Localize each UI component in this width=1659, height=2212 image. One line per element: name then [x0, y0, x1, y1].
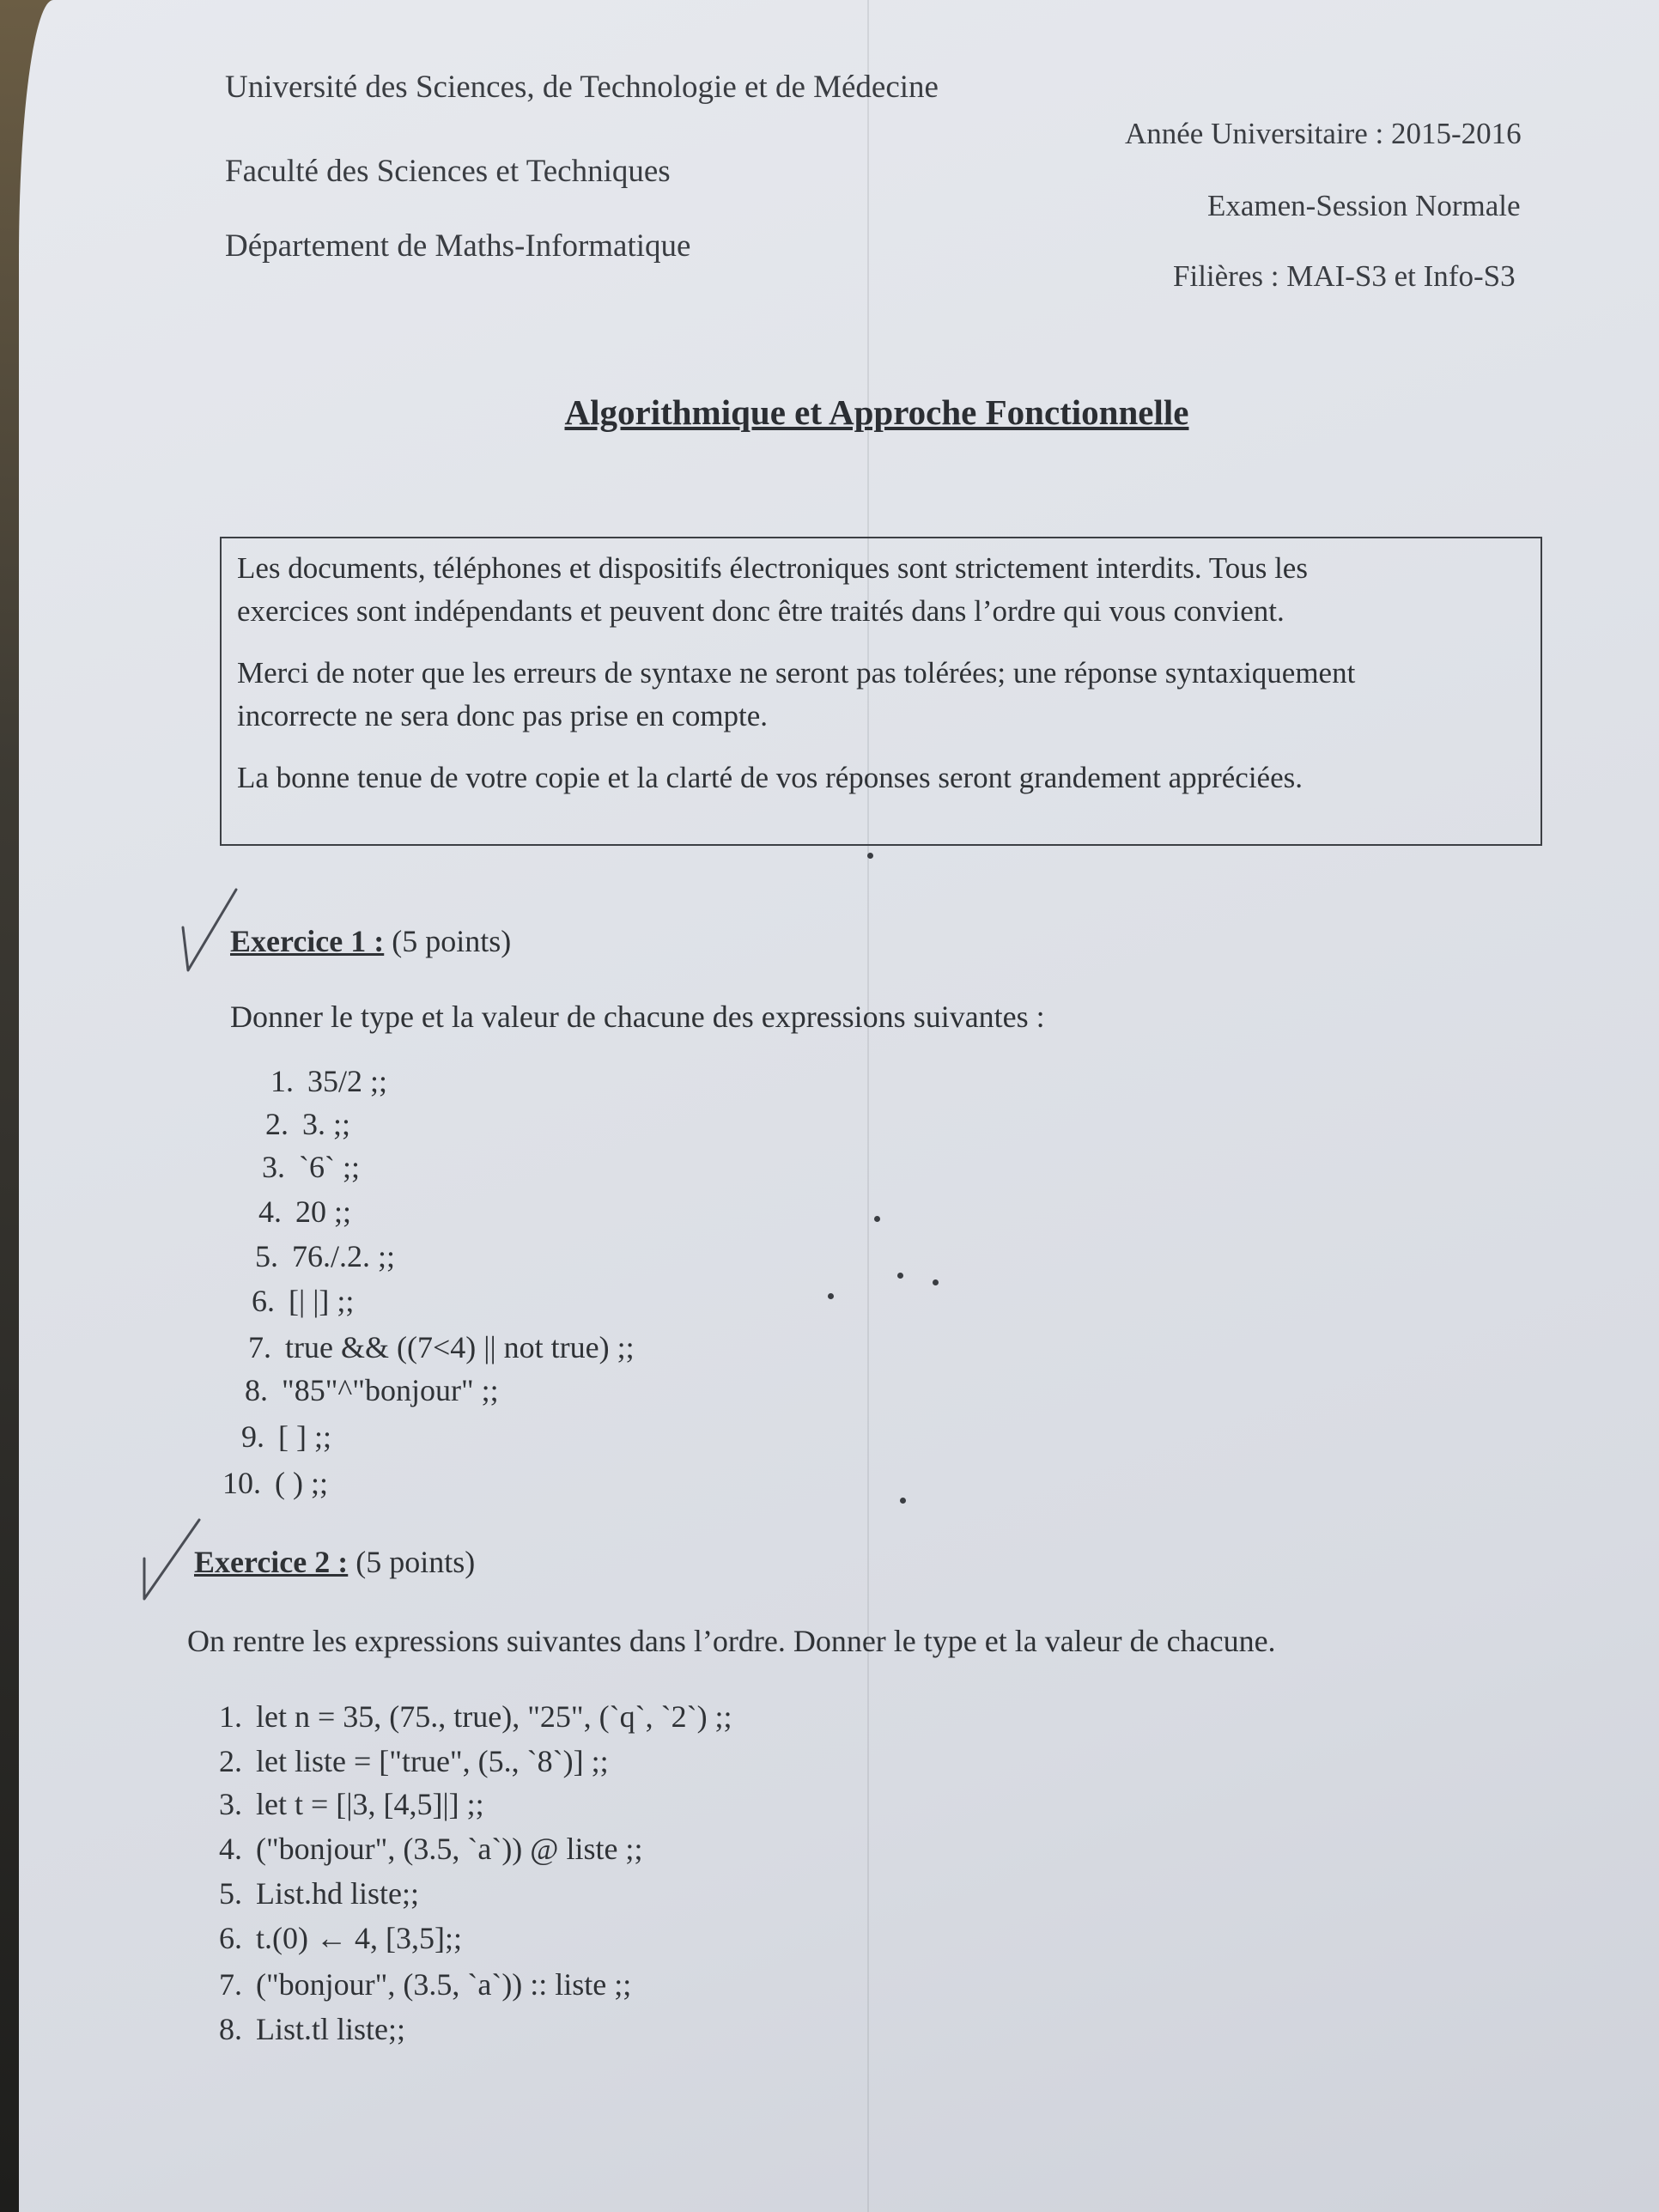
- list-item: [198, 1966, 631, 2002]
- university-name: Université des Sciences, de Technologie et de Médecine: [225, 70, 939, 105]
- list-item: [198, 1875, 419, 1911]
- page-title: Algorithmique et Approche Fonctionnelle: [564, 392, 1189, 432]
- notice-p2-line2: incorrecte ne sera donc pas prise en compte.: [237, 699, 769, 732]
- exam-session: Examen-Session Normale: [1207, 189, 1521, 222]
- list-item: [237, 1194, 351, 1230]
- item-number: 7.: [248, 1330, 271, 1364]
- item-expression: 20 ;;: [295, 1194, 352, 1229]
- exercise-2-heading: [194, 1544, 475, 1580]
- exercise-1-instruction: Donner le type et la valeur de chacune des expressions suivantes :: [230, 1000, 1045, 1034]
- item-expression: let t = [|3, [4,5]|] ;;: [256, 1787, 484, 1821]
- list-item: [198, 1831, 642, 1867]
- item-number: 5.: [255, 1239, 278, 1273]
- item-expression: let liste = ["true", (5., `8`)] ;;: [256, 1744, 609, 1778]
- exercise-1-label: Exercice 1 :: [230, 924, 385, 958]
- item-number: 4.: [219, 1832, 242, 1866]
- item-expression: [| |] ;;: [289, 1284, 355, 1318]
- item-number: 3.: [262, 1150, 285, 1184]
- item-expression: `6` ;;: [299, 1150, 360, 1184]
- item-number: 2.: [265, 1107, 289, 1141]
- faculty-name: Faculté des Sciences et Techniques: [225, 154, 671, 189]
- item-expression: t.(0) ← 4, [3,5];;: [256, 1921, 462, 1955]
- item-number: 7.: [219, 1967, 242, 2002]
- item-number: 5.: [219, 1876, 242, 1911]
- notice-paragraph-2: [237, 652, 1525, 738]
- notice-paragraph-1: [237, 547, 1525, 633]
- item-number: 2.: [219, 1744, 242, 1778]
- notice-p1-line2: exercices sont indépendants et peuvent donc être traités dans l’ordre qui vous convient.: [237, 594, 1285, 628]
- list-item: [249, 1063, 387, 1099]
- paper-speck: [897, 1273, 903, 1279]
- paper-speck: [933, 1279, 939, 1285]
- notice-p2-line1: Merci de noter que les erreurs de syntaxe ne seront pas tolérées; une réponse syntaxiquement: [237, 656, 1356, 690]
- paper-speck: [874, 1216, 880, 1222]
- item-expression: true && ((7<4) || not true) ;;: [285, 1330, 635, 1364]
- notice-p1-line1: Les documents, téléphones et dispositifs électroniques sont strictement interdits. Tous les: [237, 551, 1308, 585]
- item-expression: "85"^"bonjour" ;;: [282, 1373, 499, 1407]
- item-number: 4.: [258, 1194, 282, 1229]
- list-item: [240, 1149, 360, 1185]
- exercise-1-heading: [230, 923, 511, 959]
- notice-p3: La bonne tenue de votre copie et la clarté de vos réponses seront grandement appréciées.: [237, 761, 1303, 794]
- item-number: 8.: [219, 2012, 242, 2046]
- list-item: [234, 1238, 395, 1274]
- item-expression: List.hd liste;;: [256, 1876, 420, 1911]
- list-item: [244, 1106, 350, 1142]
- exercise-1-points: (5 points): [392, 924, 512, 958]
- item-number: 1.: [270, 1064, 294, 1098]
- item-expression: let n = 35, (75., true), "25", (`q`, `2`) ;;: [256, 1699, 732, 1734]
- item-number: 9.: [241, 1419, 264, 1454]
- list-item: [198, 1743, 609, 1779]
- paper-speck: [867, 853, 873, 859]
- item-expression: [ ] ;;: [278, 1419, 331, 1454]
- list-item: [198, 1920, 462, 1956]
- list-item: [198, 2011, 405, 2047]
- paper-speck: [900, 1498, 906, 1504]
- exercise-2-label: Exercice 2 :: [194, 1545, 349, 1579]
- item-number: 6.: [219, 1921, 242, 1955]
- academic-year: Année Universitaire : 2015-2016: [1125, 117, 1522, 150]
- list-item: [216, 1465, 328, 1501]
- list-item: [198, 1786, 484, 1822]
- list-item: [227, 1329, 635, 1365]
- exercise-2-instruction: On rentre les expressions suivantes dans l’ordre. Donner le type et la valeur de chacune.: [187, 1624, 1276, 1658]
- item-expression: ("bonjour", (3.5, `a`)) :: liste ;;: [256, 1967, 632, 2002]
- item-expression: 35/2 ;;: [307, 1064, 388, 1098]
- paper-speck: [828, 1293, 834, 1299]
- list-item: [198, 1698, 732, 1735]
- item-number: 10.: [222, 1466, 261, 1500]
- exercise-2-points: (5 points): [356, 1545, 476, 1579]
- notice-box: [220, 537, 1542, 846]
- list-item: [230, 1283, 354, 1319]
- paper-fold: [867, 0, 869, 2212]
- notice-paragraph-3: [237, 757, 1525, 799]
- item-number: 3.: [219, 1787, 242, 1821]
- item-expression: 76./.2. ;;: [292, 1239, 396, 1273]
- list-item: [220, 1419, 331, 1455]
- list-item: [223, 1372, 499, 1408]
- item-number: 8.: [245, 1373, 268, 1407]
- item-expression: List.tl liste;;: [256, 2012, 406, 2046]
- item-expression: 3. ;;: [302, 1107, 351, 1141]
- item-expression: ( ) ;;: [275, 1466, 328, 1500]
- item-number: 6.: [252, 1284, 275, 1318]
- item-number: 1.: [219, 1699, 242, 1734]
- item-expression: ("bonjour", (3.5, `a`)) @ liste ;;: [256, 1832, 643, 1866]
- department-name: Département de Maths-Informatique: [225, 228, 691, 264]
- tracks: Filières : MAI-S3 et Info-S3: [1173, 259, 1516, 293]
